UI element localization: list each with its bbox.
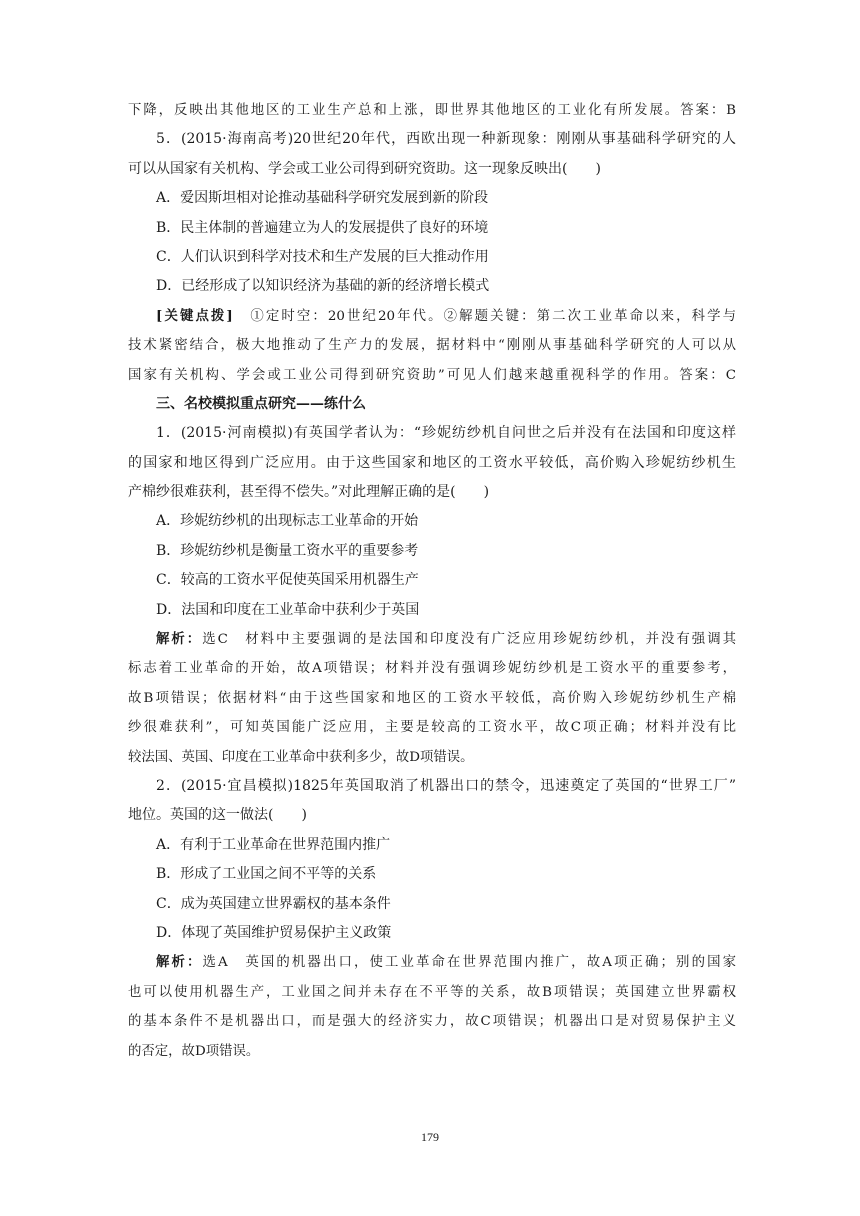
text-line: C．人们认识到科学对技术和生产发展的巨大推动作用 (156, 248, 489, 265)
text-line: D．已经形成了以知识经济为基础的新的经济增长模式 (156, 278, 490, 295)
page-body (128, 96, 736, 1066)
text-line: 地位。英国的这一做法( ) (128, 807, 307, 824)
text-line: 标志着工业革命的开始，故A项错误；材料并没有强调珍妮纺纱机是工资水平的重要参考， (128, 661, 736, 677)
text-line: 三、名校模拟重点研究——练什么 (156, 395, 366, 412)
line-text: ①定时空：20世纪20年代。②解题关键：第二次工业革命以来，科学与 (232, 308, 737, 324)
text-line: 的否定，故D项错误。 (128, 1043, 260, 1059)
line-text: 选A 英国的机器出口，使工业革命在世界范围内推广，故A项正确；别的国家 (202, 955, 736, 971)
text-line: 产棉纱很难获利，甚至得不偿失。”对此理解正确的是( ) (128, 484, 490, 501)
text-line: D．体现了英国维护贸易保护主义政策 (156, 924, 392, 941)
text-line: 较法国、英国、印度在工业革命中获利多少，故D项错误。 (128, 749, 474, 765)
text-line: B．民主体制的普遍建立为人的发展提供了良好的环境 (156, 219, 489, 236)
text-line: 1．(2015·河南模拟)有英国学者认为：“珍妮纺纱机自问世之后并没有在法国和印度这样 (156, 425, 736, 442)
text-line: 可以从国家有关机构、学会或工业公司得到研究资助。这一现象反映出( ) (128, 160, 601, 177)
line-label: 解析： (156, 631, 203, 648)
line-label: [关键点拨] (156, 307, 233, 324)
text-line: 5．(2015·海南高考)20世纪20年代，西欧出现一种新现象：刚刚从事基础科学研究的人 (156, 131, 736, 148)
text-line: B．形成了工业国之间不平等的关系 (156, 866, 377, 883)
text-line: 也可以使用机器生产，工业国之间并未存在不平等的关系，故B项错误；英国建立世界霸权 (128, 984, 736, 1000)
text-line: D．法国和印度在工业革命中获利少于英国 (156, 601, 420, 618)
text-line (128, 625, 736, 654)
text-line: B．珍妮纺纱机是衡量工资水平的重要参考 (156, 542, 419, 559)
page-number: 179 (421, 1130, 439, 1144)
text-line: A．有利于工业革命在世界范围内推广 (156, 836, 391, 853)
text-line (128, 948, 736, 977)
text-line: C．较高的工资水平促使英国采用机器生产 (156, 572, 419, 589)
text-line: 技术紧密结合，极大地推动了生产力的发展，据材料中“刚刚从事基础科学研究的人可以从 (128, 338, 736, 354)
text-line: 故B项错误；依据材料“由于这些国家和地区的工资水平较低，高价购入珍妮纺纱机生产棉 (128, 690, 736, 706)
text-line (128, 302, 736, 331)
text-line: C．成为英国建立世界霸权的基本条件 (156, 895, 391, 912)
text-line: A．珍妮纺纱机的出现标志工业革命的开始 (156, 513, 419, 530)
text-line: 的基本条件不是机器出口，而是强大的经济实力，故C项错误；机器出口是对贸易保护主义 (128, 1014, 736, 1030)
line-label: 解析： (156, 954, 203, 971)
text-line: 下降，反映出其他地区的工业生产总和上涨，即世界其他地区的工业化有所发展。答案：B (128, 103, 736, 118)
text-line: 纱很难获利”，可知英国能广泛应用，主要是较高的工资水平，故C项正确；材料并没有比 (128, 720, 736, 736)
text-line: 2．(2015·宜昌模拟)1825年英国取消了机器出口的禁令，迅速奠定了英国的“世界工厂” (156, 777, 736, 794)
line-text: 选C 材料中主要强调的是法国和印度没有广泛应用珍妮纺纱机，并没有强调其 (202, 632, 737, 648)
text-line: A．爱因斯坦相对论推动基础科学研究发展到新的阶段 (156, 190, 489, 207)
text-line: 的国家和地区得到广泛应用。由于这些国家和地区的工资水平较低，高价购入珍妮纺纱机生 (128, 454, 736, 471)
text-line: 国家有关机构、学会或工业公司得到研究资助”可见人们越来越重视科学的作用。答案：C (128, 367, 736, 383)
